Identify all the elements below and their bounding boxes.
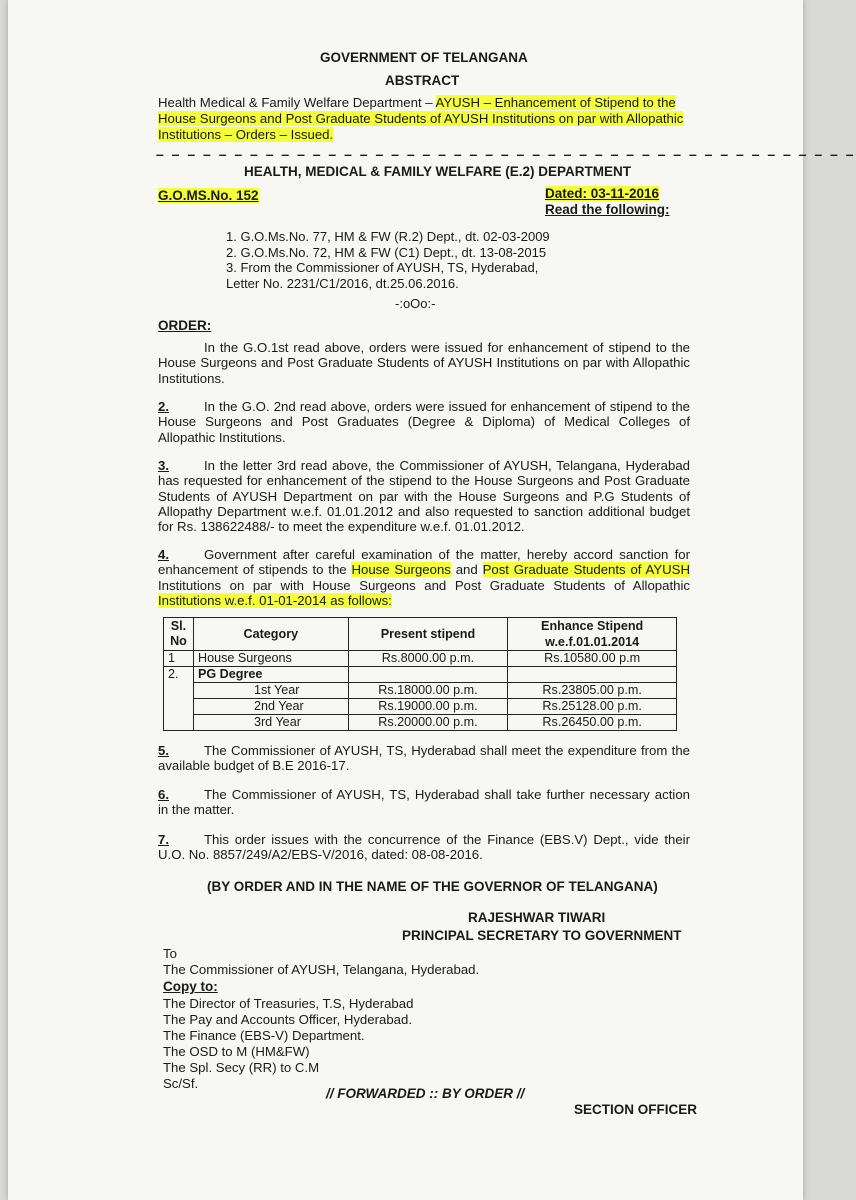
- cell-present: Rs.18000.00 p.m.: [348, 683, 508, 699]
- read-following: Read the following:: [545, 202, 670, 217]
- subject-line-3: [158, 127, 333, 143]
- copy-recipient: The Spl. Secy (RR) to C.M: [163, 1060, 320, 1075]
- paragraph-5: The Commissioner of AYUSH, TS, Hyderabad shall meet the expenditure from the available budget of B.E 2016-17.: [158, 743, 690, 774]
- p4-highlight-house-surgeons: House Surgeons: [351, 562, 451, 578]
- paragraph-7: This order issues with the concurrence of the Finance (EBS.V) Dept., vide their U.O. No. 8857/249/A2/EBS-V/2016, dated: 08-08-2016.: [158, 832, 690, 863]
- cell-enhanced: Rs.23805.00 p.m.: [508, 683, 677, 699]
- reference-item: 3. From the Commissioner of AYUSH, TS, Hyderabad,: [226, 260, 539, 275]
- p4-text-a: Government after careful examination of the matter, hereby accord sanction for enhancement of stipends to the: [158, 547, 690, 578]
- copy-to-heading: Copy to:: [163, 979, 218, 994]
- table-header-row: [164, 618, 677, 651]
- signatory-name: RAJESHWAR TIWARI: [468, 910, 606, 925]
- p4-highlight-effective-date: Institutions w.e.f. 01-01-2014 as follows:: [158, 592, 392, 608]
- reference-item: 2. G.O.Ms.No. 72, HM & FW (C1) Dept., dt. 13-08-2015: [226, 244, 547, 260]
- cell-enhanced: Rs.10580.00 p.m: [508, 651, 677, 667]
- table-row: [164, 715, 677, 731]
- cell-sl: [164, 715, 194, 731]
- cell-present: [348, 667, 508, 683]
- paragraph-6: The Commissioner of AYUSH, TS, Hyderabad shall take further necessary action in the matter.: [158, 787, 690, 818]
- header-present-stipend: Present stipend: [348, 618, 508, 651]
- header-enhanced-stipend: Enhance Stipend w.e.f.01.01.2014: [508, 618, 677, 651]
- cell-present: Rs.8000.00 p.m.: [348, 651, 508, 667]
- p4-text-c: Institutions on par with House Surgeons and Post Graduate Students of Allopathic: [158, 577, 690, 593]
- table-row: [164, 683, 677, 699]
- paragraph-6-number: 6.: [158, 787, 169, 802]
- cell-category: 1st Year: [193, 683, 348, 699]
- table-row: [164, 699, 677, 715]
- subject-line-1: [158, 95, 676, 111]
- section-officer: SECTION OFFICER: [574, 1102, 698, 1117]
- paragraph-7-number: 7.: [158, 832, 169, 847]
- copy-recipient: The Pay and Accounts Officer, Hyderabad.: [163, 1012, 412, 1027]
- copy-list: [163, 996, 413, 1092]
- go-date: Dated: 03-11-2016: [545, 186, 660, 201]
- copy-recipient: The OSD to M (HM&FW): [163, 1044, 310, 1059]
- paragraph-4-number: 4.: [158, 547, 169, 562]
- signatory-designation: PRINCIPAL SECRETARY TO GOVERNMENT: [402, 928, 682, 943]
- stipend-table: [163, 617, 677, 731]
- paragraph-4: [158, 547, 690, 608]
- paragraph-2-number: 2.: [158, 399, 169, 414]
- header-sl-no: Sl. No: [164, 618, 194, 651]
- copy-recipient: The Finance (EBS-V) Department.: [163, 1028, 365, 1043]
- references-list: [226, 229, 550, 291]
- paragraph-3: In the letter 3rd read above, the Commissioner of AYUSH, Telangana, Hyderabad has requested for enhancement of the stipend to the House Surgeons and Post Graduate Students of AYUSH Department on par with the House Surgeons and P.G Students of Allopathy Department w.e.f. 01.01.2012 and also requested to sanction additional budget for Rs. 138622488/- to meet the expenditure w.e.f. 01.01.2012.: [158, 458, 690, 535]
- separator: -:oOo:-: [395, 296, 436, 311]
- dashed-divider: – – – – – – – – – – – – – – – – – – – – – – – – – – – – – – – – – – – – – – – – – – – – –: [156, 146, 856, 162]
- abstract-title: ABSTRACT: [385, 73, 460, 88]
- by-order-line: (BY ORDER AND IN THE NAME OF THE GOVERNOR OF TELANGANA): [207, 879, 658, 894]
- copy-recipient: Sc/Sf.: [163, 1076, 199, 1091]
- subject-prefix: Health Medical & Family Welfare Department –: [158, 95, 433, 110]
- go-number: G.O.MS.No. 152: [158, 188, 259, 203]
- subject-highlight-1: AYUSH – Enhancement of Stipend to the: [435, 95, 676, 110]
- cell-category: PG Degree: [193, 667, 348, 683]
- paragraph-1: In the G.O.1st read above, orders were issued for enhancement of stipend to the House Surgeons and Post Graduate Students of AYUSH Institutions on par with Allopathic Institutions.: [158, 340, 690, 386]
- cell-enhanced: Rs.26450.00 p.m.: [508, 715, 677, 731]
- subject-highlight-2: House Surgeons and Post Graduate Students of AYUSH Institutions on par with Allopathic: [158, 111, 684, 126]
- copy-recipient: The Director of Treasuries, T.S, Hyderabad: [163, 996, 414, 1011]
- paragraph-3-number: 3.: [158, 458, 169, 473]
- cell-present: Rs.20000.00 p.m.: [348, 715, 508, 731]
- paragraph-2: In the G.O. 2nd read above, orders were issued for enhancement of stipend to the House Surgeons and Post Graduates (Degree & Diploma) of Medical Colleges of Allopathic Institutions.: [158, 399, 690, 445]
- table-row: [164, 667, 677, 683]
- reference-item: Letter No. 2231/C1/2016, dt.25.06.2016.: [226, 275, 459, 291]
- p4-text-b: and: [455, 562, 478, 578]
- header-category: Category: [193, 618, 348, 651]
- cell-enhanced: Rs.25128.00 p.m.: [508, 699, 677, 715]
- cell-sl: 2.: [164, 667, 194, 683]
- cell-category: House Surgeons: [193, 651, 348, 667]
- department-title: HEALTH, MEDICAL & FAMILY WELFARE (E.2) DEPARTMENT: [244, 164, 632, 179]
- paragraph-5-number: 5.: [158, 743, 169, 758]
- cell-sl: [164, 699, 194, 715]
- cell-sl: 1: [164, 651, 194, 667]
- cell-sl: [164, 683, 194, 699]
- cell-category: 2nd Year: [193, 699, 348, 715]
- cell-present: Rs.19000.00 p.m.: [348, 699, 508, 715]
- subject-highlight-3: Institutions – Orders – Issued.: [158, 127, 334, 142]
- cell-enhanced: [508, 667, 677, 683]
- reference-item: 1. G.O.Ms.No. 77, HM & FW (R.2) Dept., dt. 02-03-2009: [226, 229, 550, 244]
- table-row: [164, 651, 677, 667]
- cell-category: 3rd Year: [193, 715, 348, 731]
- p4-highlight-pg-students: Post Graduate Students of AYUSH: [482, 562, 690, 578]
- subject-line-2: [158, 111, 683, 127]
- addressee: The Commissioner of AYUSH, Telangana, Hyderabad.: [163, 962, 480, 977]
- order-heading: ORDER:: [158, 318, 212, 333]
- to-label: To: [163, 946, 177, 961]
- government-title: GOVERNMENT OF TELANGANA: [320, 50, 528, 65]
- forwarded-line: // FORWARDED :: BY ORDER //: [326, 1086, 525, 1101]
